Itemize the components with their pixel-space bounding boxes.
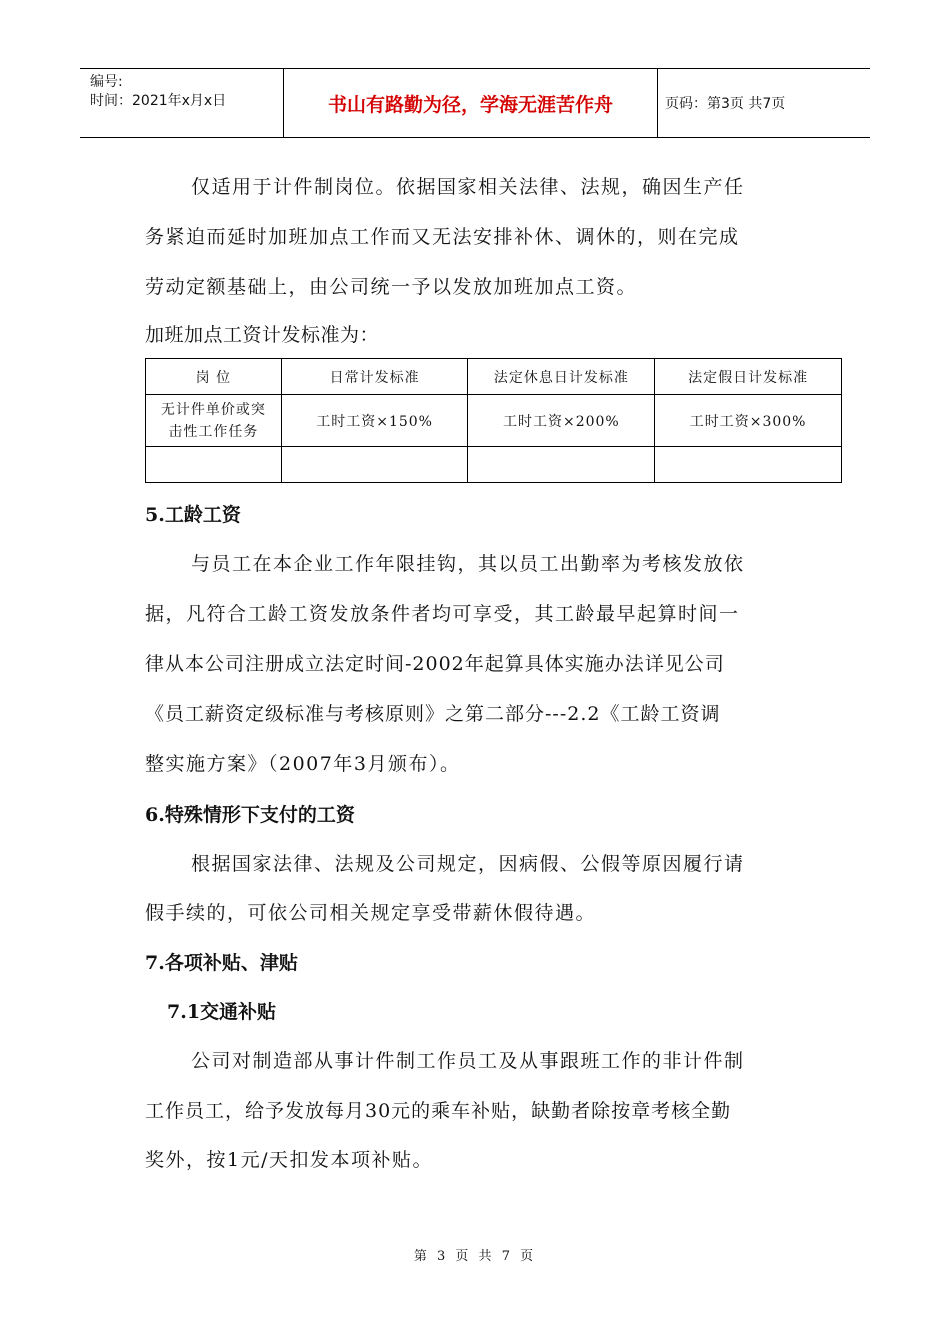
intro-line-4: 加班加点工资计发标准为：	[145, 324, 380, 346]
section-6-line-1: 根据国家法律、法规及公司规定，因病假、公假等原因履行请	[191, 853, 745, 875]
doc-number-label: 编号:	[90, 74, 123, 90]
cell-daily: 工时工资×150%	[281, 395, 468, 447]
empty-cell	[281, 447, 468, 483]
section-5-line-5: 整实施方案》（2007年3月颁布）。	[145, 753, 461, 775]
section-5-title: 5.工龄工资	[145, 504, 241, 526]
header-cell-holiday: 法定假日计发标准	[655, 359, 842, 395]
section-6-title: 6.特殊情形下支付的工资	[145, 804, 355, 826]
header-motto: 书山有路勤为径，学海无涯苦作舟	[283, 69, 658, 137]
cell-position	[146, 395, 282, 447]
cell-rest-day: 工时工资×200%	[468, 395, 655, 447]
section-5-line-1: 与员工在本企业工作年限挂钩，其以员工出勤率为考核发放依	[191, 553, 745, 575]
section-7-1-title: 7.1交通补贴	[167, 1001, 277, 1023]
empty-cell	[655, 447, 842, 483]
cell-position-line-2: 击性工作任务	[168, 423, 259, 440]
section-6-line-2: 假手续的，可依公司相关规定享受带薪休假待遇。	[145, 902, 597, 924]
intro-line-1: 仅适用于计件制岗位。依据国家相关法律、法规，确因生产任	[191, 176, 745, 198]
header-page-label: 页码：第3页 共7页	[665, 96, 786, 112]
section-7-line-3: 奖外，按1元/天扣发本项补贴。	[145, 1149, 433, 1171]
overtime-wage-table	[145, 358, 842, 483]
table-row	[146, 395, 842, 447]
cell-position-line-1: 无计件单价或突	[160, 401, 266, 418]
section-5-line-3: 律从本公司注册成立法定时间-2002年起算具体实施办法详见公司	[145, 653, 725, 675]
table-header-row	[146, 359, 842, 395]
table-row-empty	[146, 447, 842, 483]
empty-cell	[146, 447, 282, 483]
section-5-line-2: 据，凡符合工龄工资发放条件者均可享受，其工龄最早起算时间一	[145, 603, 740, 625]
empty-cell	[468, 447, 655, 483]
doc-date-label: 时间：2021年x月x日	[90, 93, 227, 109]
page-footer: 第 3 页 共 7 页	[413, 1249, 537, 1264]
header-meta	[80, 69, 283, 137]
intro-line-3: 劳动定额基础上，由公司统一予以发放加班加点工资。	[145, 276, 638, 298]
section-5-line-4: 《员工薪资定级标准与考核原则》之第二部分---2.2《工龄工资调	[145, 703, 721, 725]
header-cell-daily: 日常计发标准	[281, 359, 468, 395]
section-7-line-1: 公司对制造部从事计件制工作员工及从事跟班工作的非计件制	[191, 1050, 745, 1072]
cell-holiday: 工时工资×300%	[655, 395, 842, 447]
header-cell-rest-day: 法定休息日计发标准	[468, 359, 655, 395]
header-cell-position: 岗 位	[146, 359, 282, 395]
section-7-title: 7.各项补贴、津贴	[145, 952, 298, 974]
page-header	[80, 68, 870, 138]
section-7-line-2: 工作员工，给予发放每月30元的乘车补贴，缺勤者除按章考核全勤	[145, 1100, 732, 1122]
intro-line-2: 务紧迫而延时加班加点工作而又无法安排补休、调休的，则在完成	[145, 226, 740, 248]
